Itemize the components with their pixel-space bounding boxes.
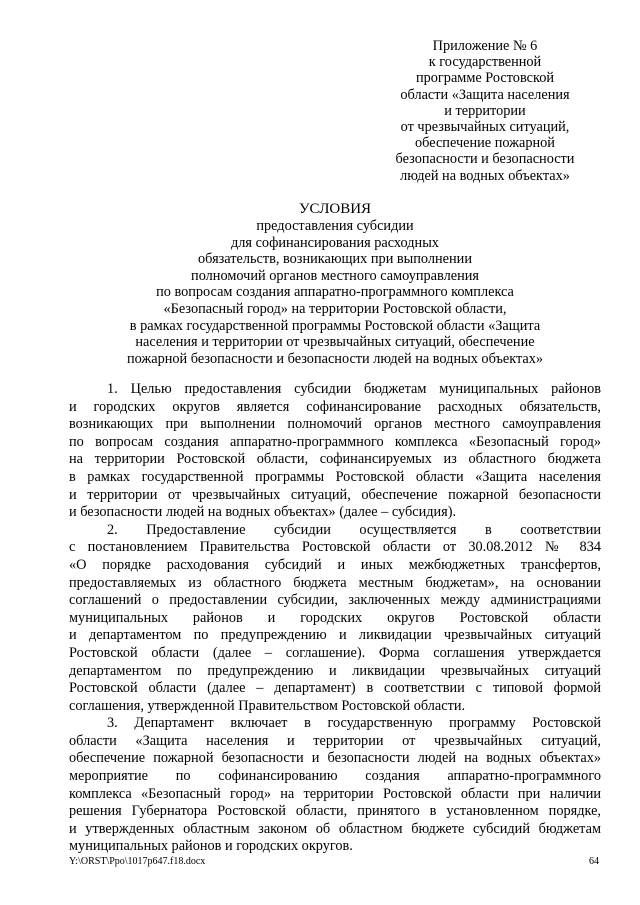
text-line: мероприятие по софинансированию создания аппаратно-программного	[69, 768, 601, 785]
title-line: «Безопасный город» на территории Ростовской области,	[163, 300, 507, 317]
title-heading: УСЛОВИЯ	[298, 201, 372, 217]
paragraph-2	[69, 522, 601, 716]
file-path: Y:\ORST\Ppo\1017p647.f18.docx	[69, 856, 206, 867]
text-line: решения Губернатора Ростовской области, принятого в установленном порядке,	[69, 803, 601, 820]
text-line: «О порядке расходования субсидий и иных межбюджетных трансфертов,	[69, 556, 601, 573]
annex-line: безопасности и безопасности	[395, 151, 575, 168]
title-line: в рамках государственной программы Ростовской области «Защита	[129, 317, 541, 334]
text-line: и городских округов является софинансирование расходных обязательств,	[69, 398, 601, 415]
text-line: соглашений о предоставлении субсидии, заключенных между администрациями	[69, 592, 601, 609]
annex-line: обеспечение пожарной	[415, 135, 555, 152]
text-line: области «Защита населения и территории от чрезвычайных ситуаций,	[69, 732, 601, 749]
text-line: на территории Ростовской области, софинансируемых из областного бюджета	[69, 451, 601, 468]
text-line: 2. Предоставление субсидии осуществляется в соответствии	[107, 521, 601, 538]
text-line: 1. Целью предоставления субсидии бюджетам муниципальных районов	[107, 381, 601, 397]
text-line: Ростовской области (далее – департамент) в соответствии с типовой формой	[69, 680, 601, 697]
annex-line: области «Защита населения	[400, 86, 570, 103]
text-line: и безопасности людей на водных объектах» (далее – субсидия).	[69, 504, 457, 521]
title-line: для софинансирования расходных	[231, 234, 439, 251]
title-line: полномочий органов местного самоуправления	[191, 267, 479, 284]
text-line: муниципальных районов и городских округов.	[69, 838, 353, 855]
text-line: и территории от чрезвычайных ситуаций, обеспечение пожарной безопасности	[69, 486, 601, 503]
body-text	[69, 381, 601, 856]
text-line: соглашения, утвержденной Правительством Ростовской области.	[69, 697, 466, 714]
text-line: предоставляемых из областного бюджета местным бюджетам», на основании	[69, 574, 601, 591]
paragraph-3	[69, 715, 601, 856]
annex-line: к государственной	[428, 54, 542, 71]
paragraph-1	[69, 381, 601, 522]
text-line: и утвержденных областным законом об областном бюджете субсидий бюджетам	[69, 820, 601, 837]
title-line: предоставления субсидии	[256, 218, 414, 234]
text-line: с постановлением Правительства Ростовской области от 30.08.2012 № 834	[69, 539, 601, 556]
text-line: Ростовской области (далее – соглашение). Форма соглашения утверждается	[69, 644, 601, 661]
annex-header	[360, 38, 610, 184]
annex-line: людей на водных объектах»	[400, 167, 570, 184]
title-line: населения и территории от чрезвычайных ситуаций, обеспечение	[135, 334, 535, 351]
title-line: по вопросам создания аппаратно-программного комплекса	[156, 284, 514, 301]
text-line: в рамках государственной программы Ростовской области «Защита населения	[69, 468, 601, 485]
text-line: и департаментом по предупреждению и ликвидации чрезвычайных ситуаций	[69, 627, 601, 644]
page-number: 64	[589, 856, 599, 867]
title-line: обязательств, возникающих при выполнении	[198, 251, 472, 268]
text-line: департаментом по предупреждению и ликвидации чрезвычайных ситуаций	[69, 662, 601, 679]
text-line: муниципальных районов и городских округов Ростовской области	[69, 609, 601, 626]
text-line: обеспечение пожарной безопасности и безопасности людей на водных объектах»	[69, 750, 601, 767]
annex-line: от чрезвычайных ситуаций,	[400, 119, 570, 136]
text-line: по вопросам создания аппаратно-программного комплекса «Безопасный город»	[69, 433, 601, 450]
annex-line: программе Ростовской	[415, 70, 554, 87]
text-line: возникающих при выполнении полномочий органов местного самоуправления	[69, 416, 601, 433]
title-line: пожарной безопасности и безопасности людей на водных объектах»	[126, 350, 544, 367]
annex-line: и территории	[444, 102, 526, 119]
annex-line: Приложение № 6	[432, 38, 538, 54]
document-title	[60, 200, 610, 367]
text-line: комплекса «Безопасный город» на территории Ростовской области при наличии	[69, 785, 601, 802]
text-line: 3. Департамент включает в государственную программу Ростовской	[107, 715, 601, 732]
